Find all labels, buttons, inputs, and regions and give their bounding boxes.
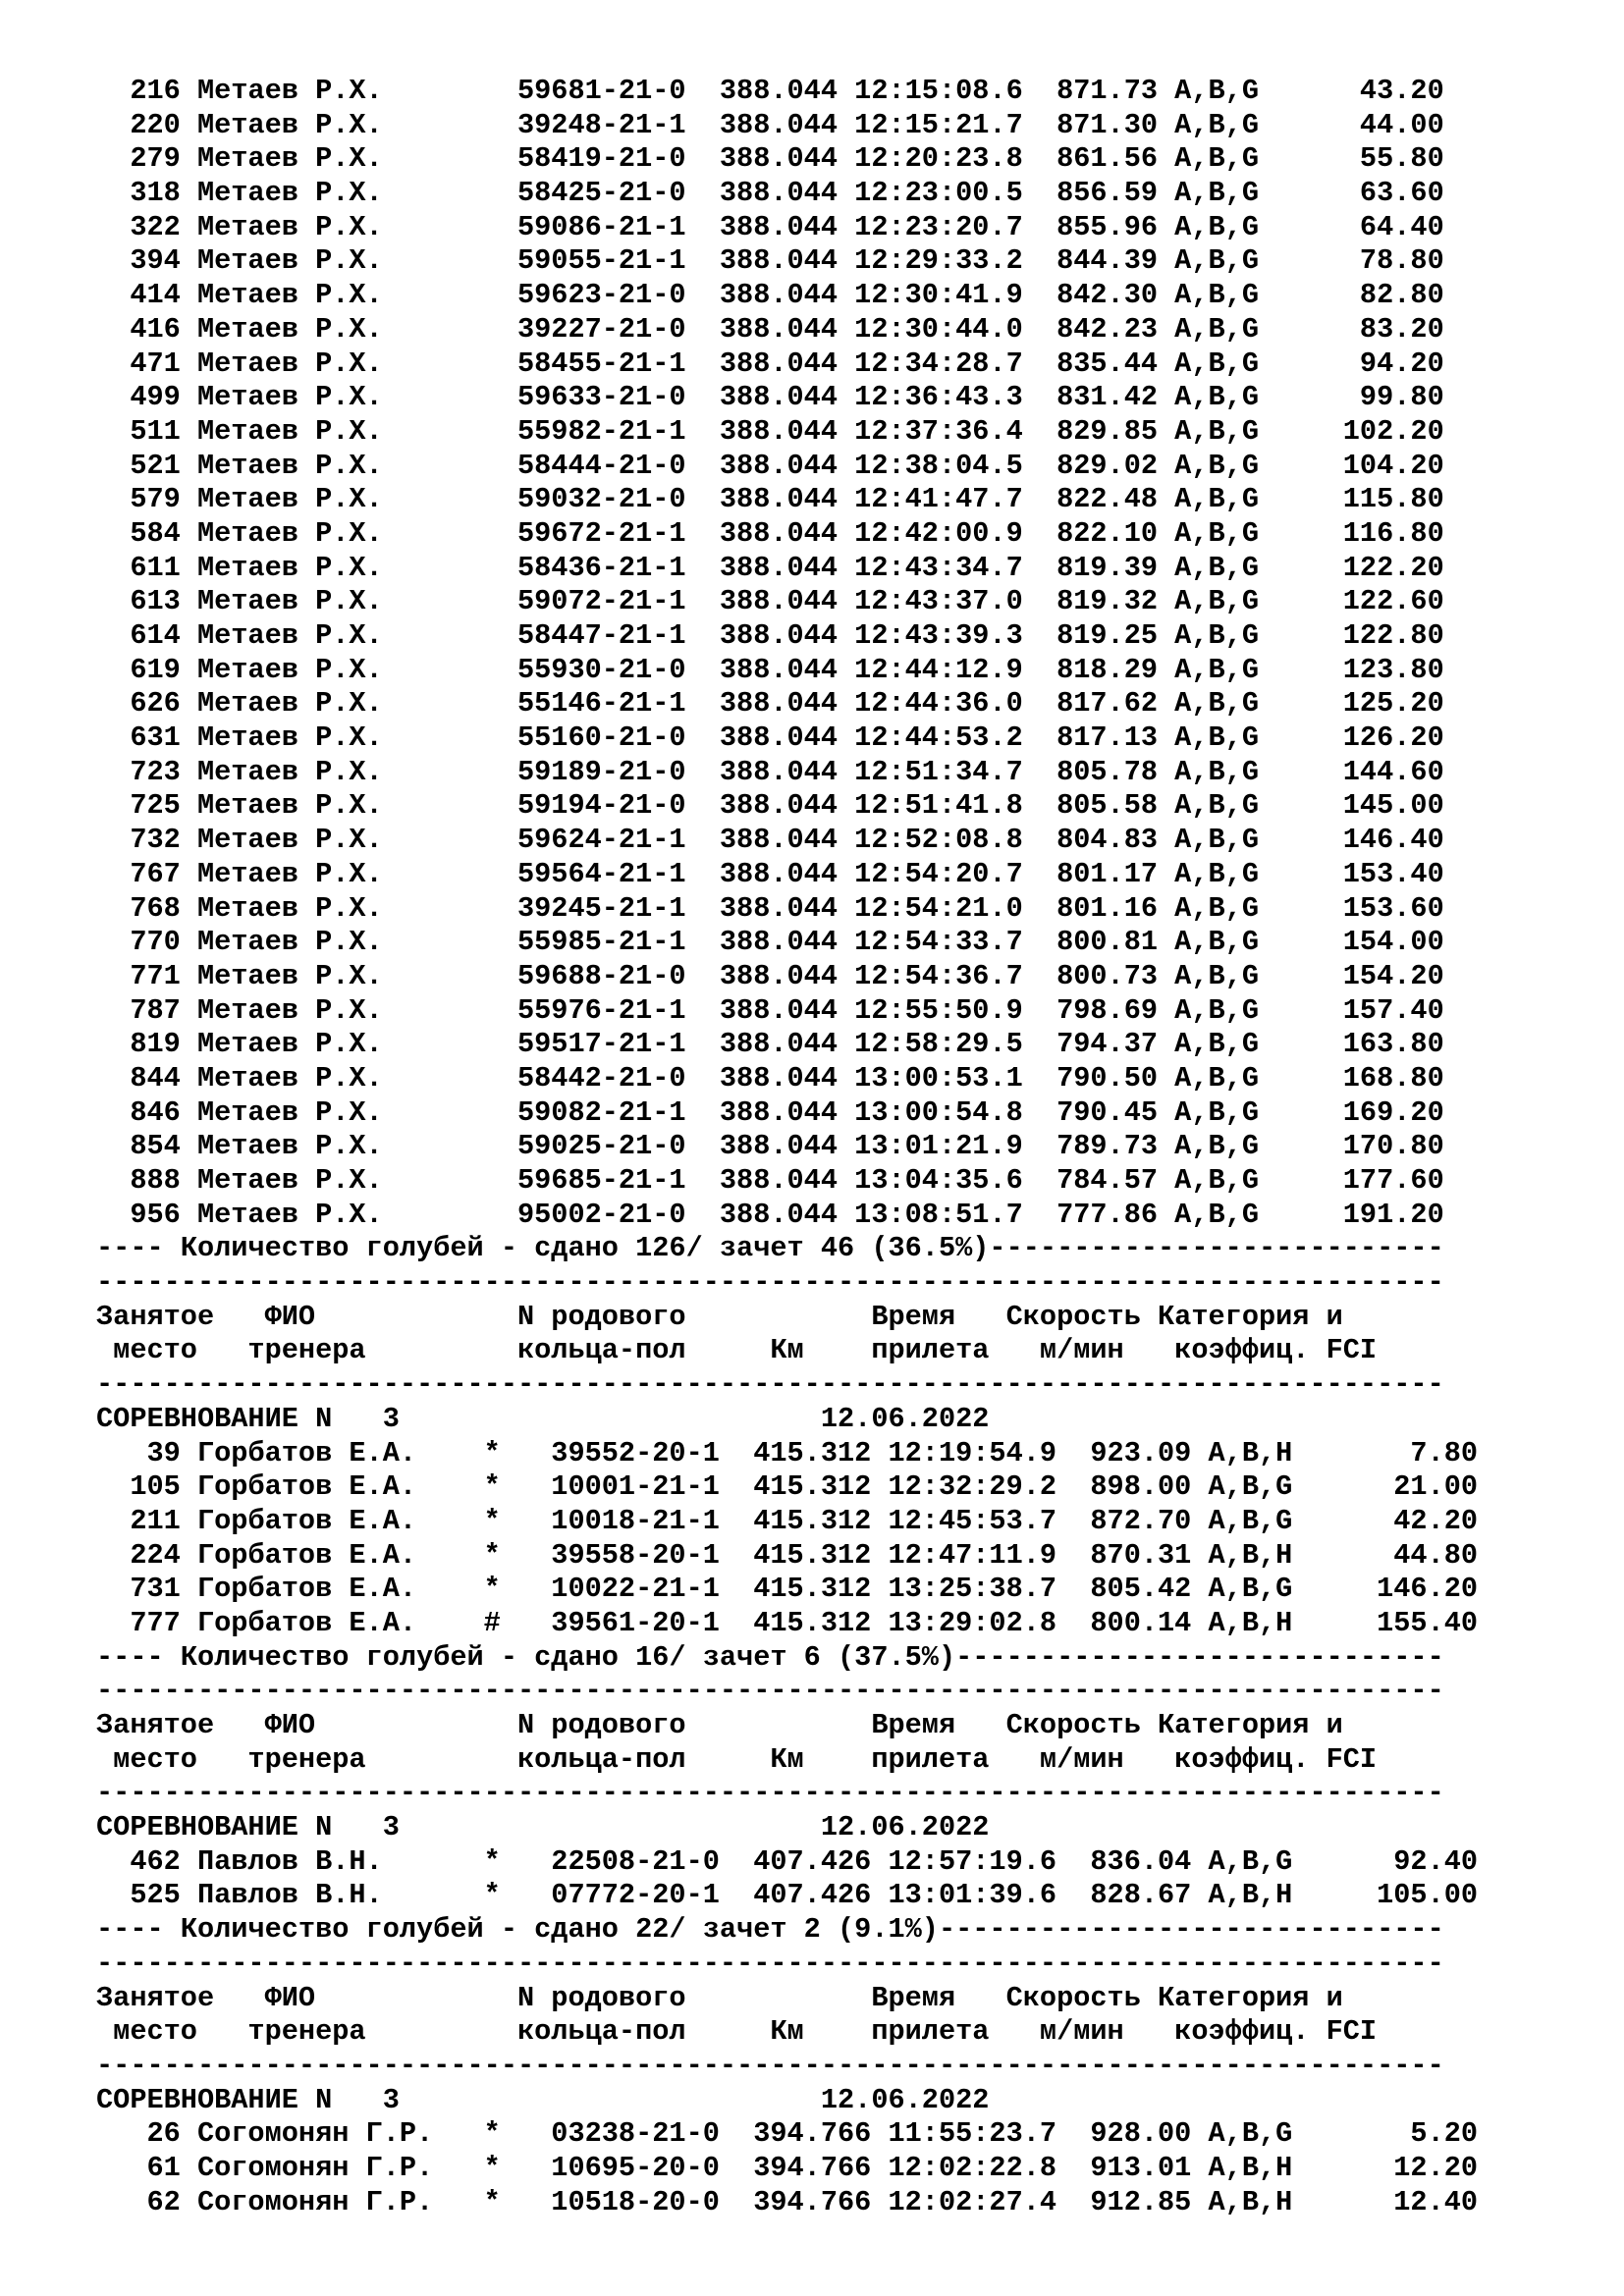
result-row: 279 Метаев Р.Х. 58419-21-0 388.044 12:20:23.8 861.56 A,B,G 55.80 [96, 142, 1444, 176]
column-header-line-1: Занятое ФИО N родового Время Скорость Категория и [96, 1709, 1343, 1741]
result-row: 521 Метаев Р.Х. 58444-21-0 388.044 12:38:04.5 829.02 A,B,G 104.20 [96, 449, 1444, 482]
result-row: 777 Горбатов Е.А. # 39561-20-1 415.312 13:29:02.8 800.14 A,B,H 155.40 [96, 1606, 1479, 1639]
result-row: 626 Метаев Р.Х. 55146-21-1 388.044 12:44:36.0 817.62 A,B,G 125.20 [96, 687, 1444, 721]
separator-line: -------------------------------------------------------------------------------- [96, 1947, 1444, 1980]
column-header-line-1: Занятое ФИО N родового Время Скорость Категория и [96, 1300, 1343, 1333]
result-row: 26 Согомонян Г.Р. * 03238-21-0 394.766 11:55:23.7 928.00 A,B,G 5.20 [96, 2117, 1479, 2151]
result-row: 414 Метаев Р.Х. 59623-21-0 388.044 12:30:41.9 842.30 A,B,G 82.80 [96, 279, 1444, 312]
result-row: 854 Метаев Р.Х. 59025-21-0 388.044 13:01:21.9 789.73 A,B,G 170.80 [96, 1130, 1444, 1163]
column-header-line-1: Занятое ФИО N родового Время Скорость Категория и [96, 1981, 1343, 2014]
result-row: 318 Метаев Р.Х. 58425-21-0 388.044 12:23:00.5 856.59 A,B,G 63.60 [96, 177, 1444, 210]
result-row: 105 Горбатов Е.А. * 10001-21-1 415.312 12:32:29.2 898.00 A,B,G 21.00 [96, 1470, 1479, 1504]
competition-header: СОРЕВНОВАНИЕ N 3 12.06.2022 [96, 2083, 990, 2116]
result-row: 394 Метаев Р.Х. 59055-21-1 388.044 12:29:33.2 844.39 A,B,G 78.80 [96, 244, 1444, 278]
result-row: 62 Согомонян Г.Р. * 10518-20-0 394.766 12:02:27.4 912.85 A,B,H 12.40 [96, 2185, 1479, 2218]
result-row: 723 Метаев Р.Х. 59189-21-0 388.044 12:51:34.7 805.78 A,B,G 144.60 [96, 755, 1444, 788]
column-header-line-2: место тренера кольца-пол Км прилета м/мин коэффиц. FCI [96, 1334, 1378, 1367]
result-row: 471 Метаев Р.Х. 58455-21-1 388.044 12:34:28.7 835.44 A,B,G 94.20 [96, 347, 1444, 380]
column-header-line-2: место тренера кольца-пол Км прилета м/мин коэффиц. FCI [96, 1742, 1378, 1776]
result-row: 767 Метаев Р.Х. 59564-21-1 388.044 12:54:20.7 801.17 A,B,G 153.40 [96, 857, 1444, 890]
result-row: 611 Метаев Р.Х. 58436-21-1 388.044 12:43:34.7 819.39 A,B,G 122.20 [96, 551, 1444, 584]
result-row: 462 Павлов В.Н. * 22508-21-0 407.426 12:57:19.6 836.04 A,B,G 92.40 [96, 1844, 1479, 1878]
result-row: 631 Метаев Р.Х. 55160-21-0 388.044 12:44:53.2 817.13 A,B,G 126.20 [96, 721, 1444, 755]
result-row: 579 Метаев Р.Х. 59032-21-0 388.044 12:41:47.7 822.48 A,B,G 115.80 [96, 483, 1444, 516]
result-row: 725 Метаев Р.Х. 59194-21-0 388.044 12:51:41.8 805.58 A,B,G 145.00 [96, 789, 1444, 823]
result-row: 614 Метаев Р.Х. 58447-21-1 388.044 12:43:39.3 819.25 A,B,G 122.80 [96, 619, 1444, 652]
separator-line: -------------------------------------------------------------------------------- [96, 1675, 1444, 1708]
summary-line: ---- Количество голубей - сдано 126/ зачет 46 (36.5%)--------------------------- [96, 1232, 1444, 1265]
result-row: 844 Метаев Р.Х. 58442-21-0 388.044 13:00:53.1 790.50 A,B,G 168.80 [96, 1061, 1444, 1095]
result-row: 61 Согомонян Г.Р. * 10695-20-0 394.766 12:02:22.8 913.01 A,B,H 12.20 [96, 2151, 1479, 2184]
summary-line: ---- Количество голубей - сдано 16/ зачет 6 (37.5%)----------------------------- [96, 1640, 1444, 1674]
result-row: 584 Метаев Р.Х. 59672-21-1 388.044 12:42:00.9 822.10 A,B,G 116.80 [96, 516, 1444, 550]
result-row: 619 Метаев Р.Х. 55930-21-0 388.044 12:44:12.9 818.29 A,B,G 123.80 [96, 653, 1444, 686]
result-row: 731 Горбатов Е.А. * 10022-21-1 415.312 13:25:38.7 805.42 A,B,G 146.20 [96, 1573, 1479, 1606]
result-row: 525 Павлов В.Н. * 07772-20-1 407.426 13:01:39.6 828.67 A,B,H 105.00 [96, 1879, 1479, 1912]
result-row: 224 Горбатов Е.А. * 39558-20-1 415.312 12:47:11.9 870.31 A,B,H 44.80 [96, 1538, 1479, 1572]
result-row: 787 Метаев Р.Х. 55976-21-1 388.044 12:55:50.9 798.69 A,B,G 157.40 [96, 993, 1444, 1027]
result-row: 511 Метаев Р.Х. 55982-21-1 388.044 12:37:36.4 829.85 A,B,G 102.20 [96, 414, 1444, 448]
result-row: 416 Метаев Р.Х. 39227-21-0 388.044 12:30:44.0 842.23 A,B,G 83.20 [96, 312, 1444, 346]
result-row: 211 Горбатов Е.А. * 10018-21-1 415.312 12:45:53.7 872.70 A,B,G 42.20 [96, 1504, 1479, 1537]
result-row: 613 Метаев Р.Х. 59072-21-1 388.044 12:43:37.0 819.32 A,B,G 122.60 [96, 585, 1444, 618]
result-row: 216 Метаев Р.Х. 59681-21-0 388.044 12:15:08.6 871.73 A,B,G 43.20 [96, 75, 1444, 107]
competition-header: СОРЕВНОВАНИЕ N 3 12.06.2022 [96, 1811, 990, 1844]
result-row: 39 Горбатов Е.А. * 39552-20-1 415.312 12:19:54.9 923.09 A,B,H 7.80 [96, 1436, 1479, 1469]
results-report [96, 75, 1478, 2219]
result-row: 322 Метаев Р.Х. 59086-21-1 388.044 12:23:20.7 855.96 A,B,G 64.40 [96, 210, 1444, 243]
competition-header: СОРЕВНОВАНИЕ N 3 12.06.2022 [96, 1402, 990, 1435]
result-row: 819 Метаев Р.Х. 59517-21-1 388.044 12:58:29.5 794.37 A,B,G 163.80 [96, 1028, 1444, 1061]
separator-line: -------------------------------------------------------------------------------- [96, 1266, 1444, 1300]
result-row: 732 Метаев Р.Х. 59624-21-1 388.044 12:52:08.8 804.83 A,B,G 146.40 [96, 824, 1444, 857]
summary-line: ---- Количество голубей - сдано 22/ зачет 2 (9.1%)------------------------------ [96, 1913, 1444, 1947]
result-row: 770 Метаев Р.Х. 55985-21-1 388.044 12:54:33.7 800.81 A,B,G 154.00 [96, 926, 1444, 959]
separator-line: -------------------------------------------------------------------------------- [96, 1777, 1444, 1810]
result-row: 220 Метаев Р.Х. 39248-21-1 388.044 12:15:21.7 871.30 A,B,G 44.00 [96, 108, 1444, 141]
result-row: 499 Метаев Р.Х. 59633-21-0 388.044 12:36:43.3 831.42 A,B,G 99.80 [96, 381, 1444, 414]
result-row: 956 Метаев Р.Х. 95002-21-0 388.044 13:08:51.7 777.86 A,B,G 191.20 [96, 1198, 1444, 1231]
separator-line: -------------------------------------------------------------------------------- [96, 1368, 1444, 1402]
result-row: 888 Метаев Р.Х. 59685-21-1 388.044 13:04:35.6 784.57 A,B,G 177.60 [96, 1164, 1444, 1197]
result-row: 846 Метаев Р.Х. 59082-21-1 388.044 13:00:54.8 790.45 A,B,G 169.20 [96, 1095, 1444, 1129]
separator-line: -------------------------------------------------------------------------------- [96, 2049, 1444, 2082]
column-header-line-2: место тренера кольца-пол Км прилета м/мин коэффиц. FCI [96, 2015, 1378, 2049]
result-row: 771 Метаев Р.Х. 59688-21-0 388.044 12:54:36.7 800.73 A,B,G 154.20 [96, 959, 1444, 992]
result-row: 768 Метаев Р.Х. 39245-21-1 388.044 12:54:21.0 801.16 A,B,G 153.60 [96, 891, 1444, 925]
